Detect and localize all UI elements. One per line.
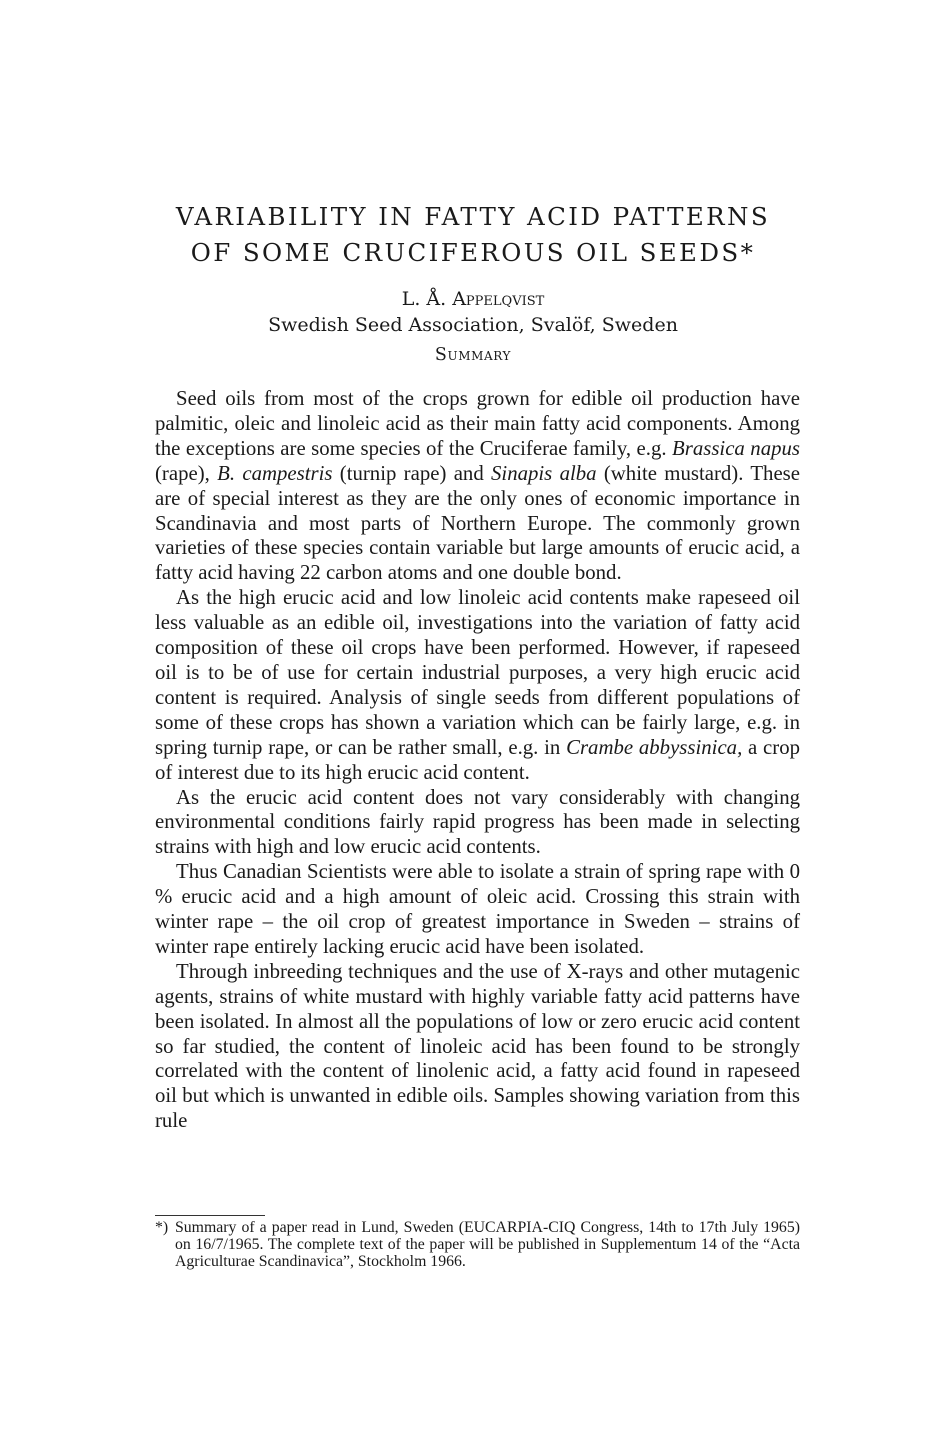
summary-body: [155, 387, 800, 1134]
author-affiliation: Swedish Seed Association, Svalöf, Sweden: [268, 314, 678, 336]
species-name: Crambe abbyssinica,: [566, 735, 743, 759]
author-name: L. Å. Appelqvist: [401, 288, 545, 310]
section-heading-summary: Summary: [434, 345, 512, 365]
paper-title: [120, 199, 826, 271]
author-block: [120, 286, 826, 338]
title-line-1: VARIABILITY IN FATTY ACID PATTERNS: [175, 202, 771, 231]
paragraph-3: As the erucic acid content does not vary considerably with changing environmental conditions fairly rapid progress has been made in selecting strains with high and low erucic acid contents.: [155, 785, 800, 859]
paragraph-1-text-d: (white mustard). These are of special interest as they are the only ones of economic importance in Scandinavia and most parts of Northern Europe. The commonly grown varieties of these species contain variable but large amounts of erucic acid, a fatty acid having 22 carbon atoms and one double bond.: [155, 461, 801, 585]
paragraph-1: [155, 387, 800, 586]
paragraph-1-text-c: (turnip rape) and: [332, 461, 492, 485]
paragraph-2-text-b: a crop of interest due to its high erucic acid content.: [155, 735, 800, 784]
paragraph-4: Thus Canadian Scientists were able to isolate a strain of spring rape with 0 % erucic acid and a high amount of oleic acid. Crossing this strain with winter rape – the oil crop of greatest importance in Sweden – strains of winter rape entirely lacking erucic acid have been isolated.: [155, 860, 800, 958]
paragraph-1-text-b: (rape),: [155, 461, 218, 485]
species-name: Sinapis alba: [491, 461, 597, 485]
species-name: Brassica napus: [672, 436, 800, 460]
title-line-2: OF SOME CRUCIFEROUS OIL SEEDS*: [190, 238, 756, 267]
paragraph-2: [155, 586, 800, 785]
footnote-mark: *): [155, 1219, 169, 1236]
species-name: B. campestris: [217, 461, 333, 485]
paragraph-5: Through inbreeding techniques and the use of X-rays and other mutagenic agents, strains of white mustard with highly variable fatty acid patterns have been isolated. In almost all the populations of low or zero erucic acid content so far studied, the content of linoleic acid has been found to be strongly correlated with the content of linolenic acid, a fatty acid found in rapeseed oil but which is unwanted in edible oils. Samples showing variation from this rule: [155, 959, 800, 1133]
footnote-divider: [155, 1215, 265, 1216]
footnote-text: Summary of a paper read in Lund, Sweden (EUCARPIA-CIQ Congress, 14th to 17th July 1965) on 16/7/1965. The complete text of the paper will be published in Supplementum 14 of the “Acta Agriculturae Scandinavica”, Stockholm 1966.: [175, 1219, 800, 1271]
footnote: [155, 1219, 800, 1271]
paragraph-1-text-a: Seed oils from most of the crops grown for edible oil production have palmitic, oleic and linoleic acid as their main fatty acid components. Among the exceptions are some species of the Cruciferae family, e.g.: [155, 387, 800, 460]
paragraph-2-text-a: As the high erucic acid and low linoleic acid contents make rapeseed oil less valuable as an edible oil, investigations into the variation of fatty acid composition of these oil crops have been performed. However, if rapeseed oil is to be of use for certain industrial purposes, a very high erucic acid content is required. Analysis of single seeds from different populations of some of these crops has shown a variation which can be fairly large, e.g. in spring turnip rape, or can be rather small, e.g. in: [155, 586, 800, 759]
